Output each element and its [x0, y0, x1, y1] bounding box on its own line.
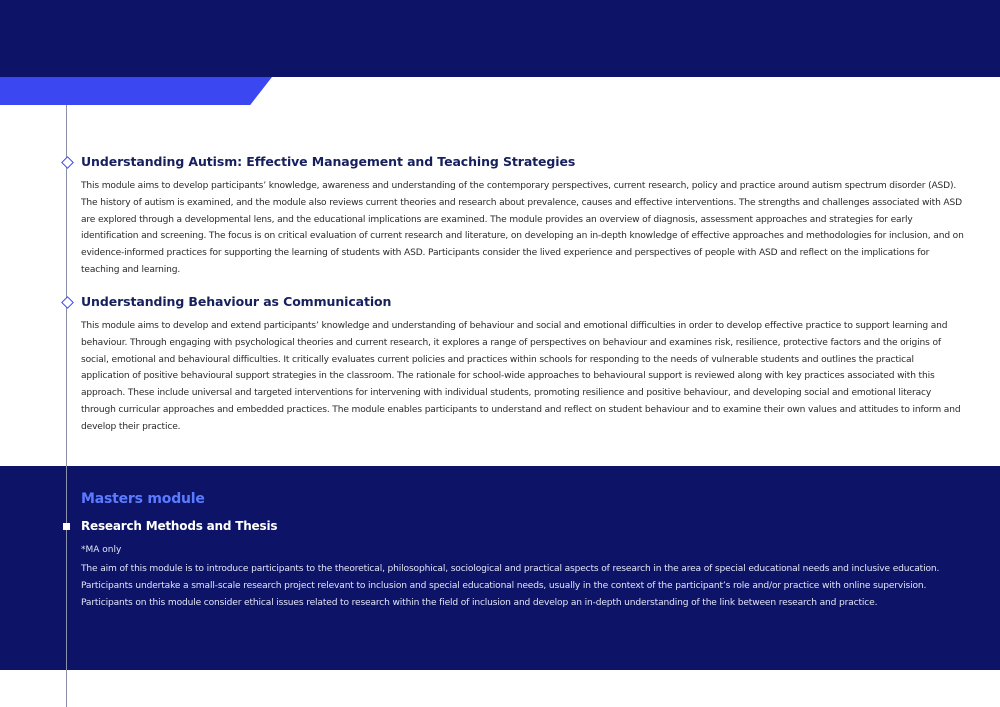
timeline-marker-square: [63, 523, 70, 530]
module-title: Understanding Behaviour as Communication: [81, 294, 392, 309]
module-autism: [81, 154, 965, 279]
module-behaviour: [81, 294, 965, 436]
module-description: This module aims to develop and extend participants’ knowledge and understanding of behaviour and social and emotional difficulties in order to develop effective practice to support learning and behaviour. Through engaging with psychological theories and current research, it explores a range of perspectives on behaviour and examines risk, resilience, protective factors and the origins of social, emotional and behavioural difficulties. It critically evaluates current policies and practices within schools for responding to the needs of vulnerable students and outlines the practical application of positive behavioural support strategies in the classroom. The rationale for school-wide approaches to behavioural support is reviewed along with key practices associated with this approach. These include universal and targeted interventions for intervening with individual students, promoting resilience and positive behaviour, and developing social and emotional literacy through curricular approaches and embedded practices. The module enables participants to understand and reflect on student behaviour and to examine their own values and attitudes to inform and develop their practice.: [81, 321, 961, 432]
masters-note: *MA only: [81, 545, 122, 555]
module-description: This module aims to develop participants’ knowledge, awareness and understanding of the contemporary perspectives, current research, policy and practice around autism spectrum disorder (ASD). The history of autism is examined, and the module also reviews current theories and research about prevalence, causes and effective interventions. The strengths and challenges associated with ASD are explored through a developmental lens, and the educational implications are examined. The module provides an overview of diagnosis, assessment approaches and strategies for early identification and screening. The focus is on critical evaluation of current research and literature, on developing an in-depth knowledge of effective approaches and methodologies for inclusion, and on evidence-informed practices for supporting the learning of students with ASD. Participants consider the lived experience and perspectives of people with ASD and reflect on the implications for teaching and learning.: [81, 181, 964, 275]
timeline-marker-diamond: [61, 296, 74, 309]
masters-title: Research Methods and Thesis: [81, 519, 278, 533]
header-accent-tab: [0, 77, 272, 105]
header-band: [0, 0, 1000, 77]
module-title: Understanding Autism: Effective Management and Teaching Strategies: [81, 154, 576, 169]
timeline-line: [66, 105, 67, 707]
masters-description: The aim of this module is to introduce participants to the theoretical, philosophical, sociological and practical aspects of research in the area of special educational needs and inclusive education. Participants undertake a small-scale research project relevant to inclusion and special educational needs, usually in the context of the participant’s role and/or practice with online supervision. Participants on this module consider ethical issues related to research within the field of inclusion and develop an in-depth understanding of the link between research and practice.: [81, 564, 940, 609]
masters-label: Masters module: [81, 491, 205, 507]
timeline-marker-diamond: [61, 156, 74, 169]
